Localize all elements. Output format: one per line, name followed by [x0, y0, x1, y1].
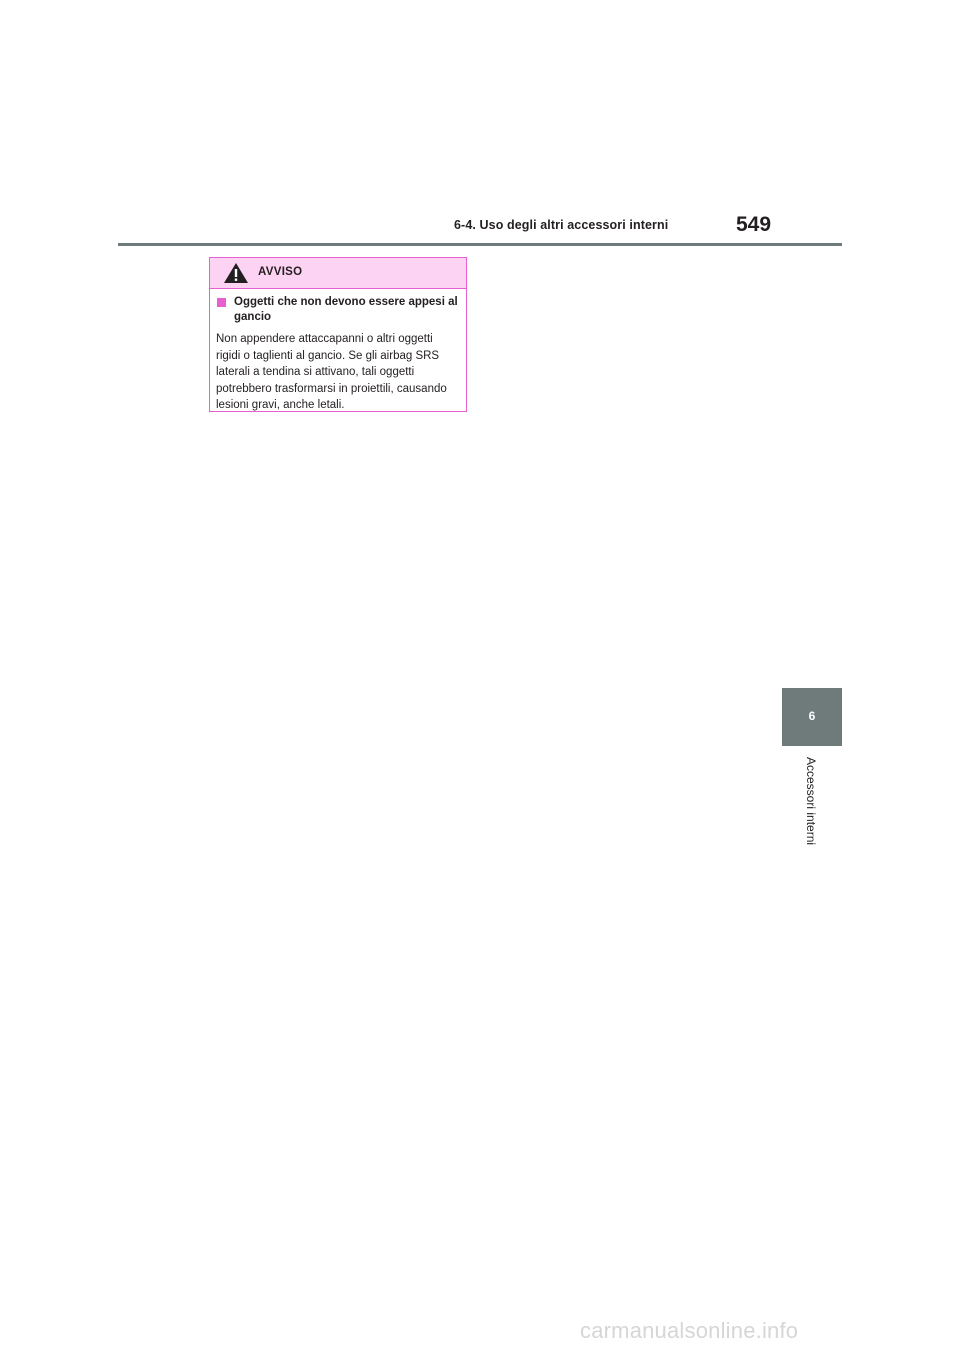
chapter-tab	[782, 688, 842, 746]
chapter-label: Accessori interni	[804, 757, 818, 846]
warning-triangle-icon	[223, 262, 249, 284]
watermark: carmanualsonline.info	[580, 1318, 799, 1343]
page-header	[118, 215, 842, 245]
page-number: 549	[736, 213, 772, 236]
warning-header	[210, 258, 466, 289]
warning-box	[209, 257, 467, 412]
square-bullet-icon	[217, 298, 226, 307]
warning-subheading-text: Oggetti che non devono essere appesi al gancio	[234, 296, 458, 323]
warning-text: Non appendere attaccapanni o altri oggetti rigidi o taglienti al gancio. Se gli airbag SRS laterali a tendina si attivano, tali oggetti potrebbero trasformarsi in proiettili, causando lesioni gravi, anche letali.	[216, 333, 447, 411]
warning-body	[210, 289, 466, 414]
section-title: 6-4. Uso degli altri accessori interni	[454, 218, 669, 232]
warning-label: AVVISO	[258, 266, 303, 278]
header-divider	[118, 243, 842, 246]
warning-subheading	[216, 295, 460, 325]
chapter-number: 6	[808, 709, 816, 723]
